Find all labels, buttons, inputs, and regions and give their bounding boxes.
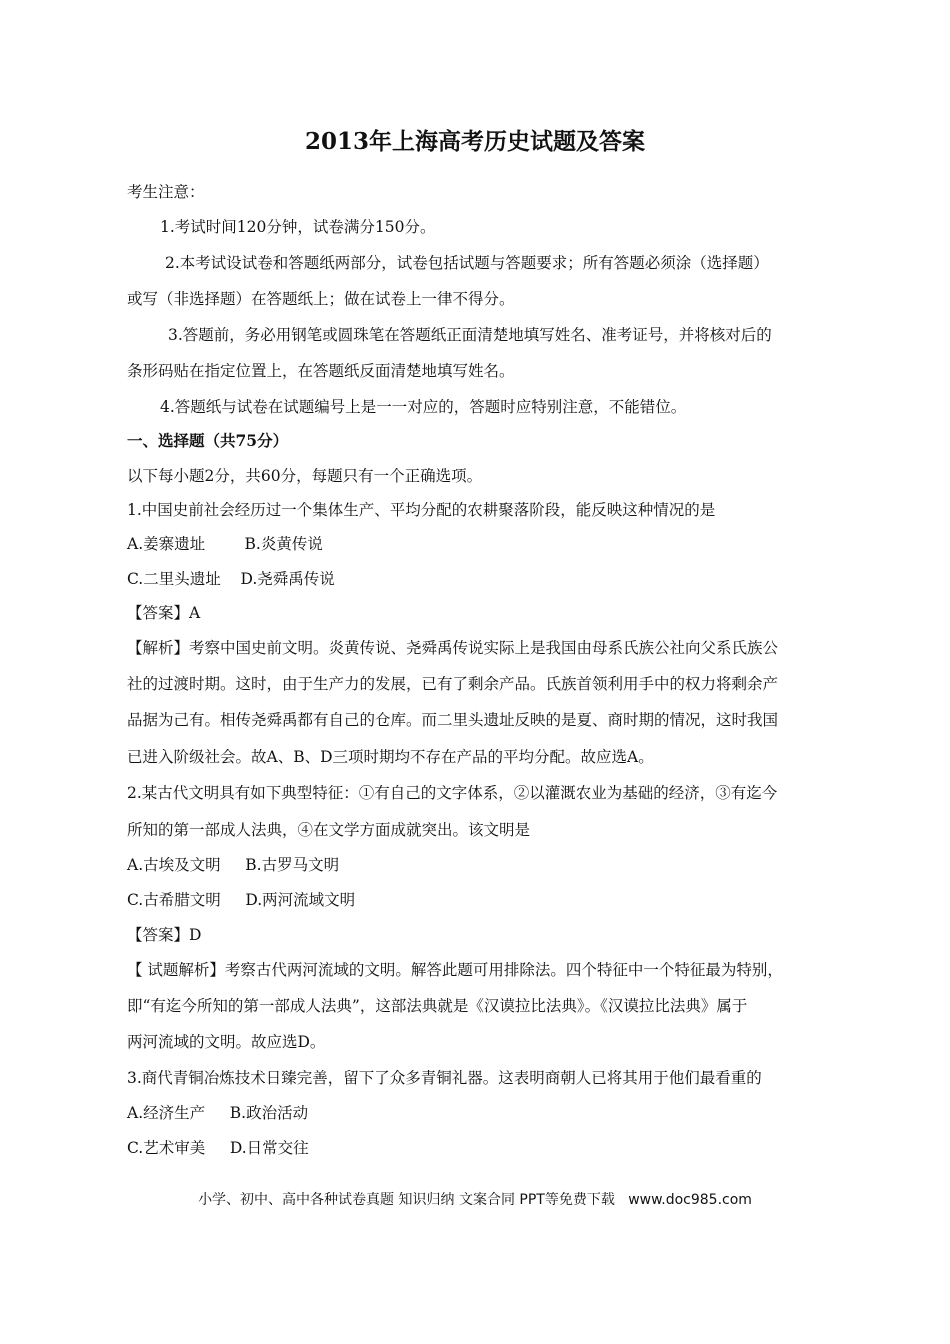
question-1-options-row2: C.二里头遗址 D.尧舜禹传说	[127, 570, 335, 588]
question-1-analysis-line-2: 社的过渡时期。这时，由于生产力的发展，已有了剩余产品。氏族首领利用手中的权力将剩余产	[127, 675, 779, 693]
question-1-answer: 【答案】A	[127, 604, 201, 622]
question-3-options-row1: A.经济生产 B.政治活动	[127, 1104, 309, 1122]
notice-item-4: 4.答题纸与试卷在试题编号上是一一对应的，答题时应特别注意，不能错位。	[160, 398, 687, 416]
notice-item-2-cont: 或写（非选择题）在答题纸上；做在试卷上一律不得分。	[127, 290, 515, 308]
notice-item-3-cont: 条形码贴在指定位置上，在答题纸反面清楚地填写姓名。	[127, 362, 515, 380]
question-3-stem: 3.商代青铜冶炼技术日臻完善，留下了众多青铜礼器。这表明商朝人已将其用于他们最看重的	[127, 1069, 762, 1087]
notice-item-3: 3.答题前，务必用钢笔或圆珠笔在答题纸正面清楚地填写姓名、准考证号，并将核对后的	[168, 326, 772, 344]
document-title: 2013年上海高考历史试题及答案	[304, 128, 645, 155]
question-2-stem-line-1: 2.某古代文明具有如下典型特征：①有自己的文字体系，②以灌溉农业为基础的经济，③有迄今	[127, 784, 778, 802]
notice-item-1: 1.考试时间120分钟，试卷满分150分。	[160, 218, 436, 236]
question-2-answer: 【答案】D	[127, 926, 202, 944]
section-heading: 一、选择题（共75分）	[127, 431, 289, 450]
question-1-analysis-line-4: 已进入阶级社会。故A、B、D三项时期均不存在产品的平均分配。故应选A。	[127, 748, 654, 766]
question-1-analysis-line-1: 【解析】考察中国史前文明。炎黄传说、尧舜禹传说实际上是我国由母系氏族公社向父系氏族公	[127, 639, 779, 657]
notice-heading: 考生注意：	[127, 183, 205, 201]
question-1-analysis-line-3: 品据为己有。相传尧舜禹都有自己的仓库。而二里头遗址反映的是夏、商时期的情况，这时我国	[127, 711, 779, 729]
notice-item-2: 2.本考试设试卷和答题纸两部分，试卷包括试题与答题要求；所有答题必须涂（选择题）	[165, 254, 769, 272]
section-instruction: 以下每小题2分，共60分，每题只有一个正确选项。	[127, 467, 483, 485]
question-2-analysis-line-2: 即“有迄今所知的第一部成人法典”，这部法典就是《汉谟拉比法典》。《汉谟拉比法典》属于	[127, 997, 748, 1015]
question-2-analysis-line-1: 【 试题解析】考察古代两河流域的文明。解答此题可用排除法。四个特征中一个特征最为特别，	[127, 961, 783, 979]
question-2-analysis-line-3: 两河流域的文明。故应选D。	[127, 1033, 326, 1051]
question-2-stem-line-2: 所知的第一部成人法典，④在文学方面成就突出。该文明是	[127, 821, 531, 839]
page-footer: 小学、初中、高中各种试卷真题 知识归纳 文案合同 PPT等免费下载 www.doc985.com	[198, 1192, 752, 1208]
question-2-options-row2: C.古希腊文明 D.两河流域文明	[127, 891, 356, 909]
question-1-options-row1: A.姜寨遗址 B.炎黄传说	[127, 535, 323, 553]
question-1-stem: 1.中国史前社会经历过一个集体生产、平均分配的农耕聚落阶段，能反映这种情况的是	[127, 501, 716, 519]
question-3-options-row2: C.艺术审美 D.日常交往	[127, 1139, 309, 1157]
question-2-options-row1: A.古埃及文明 B.古罗马文明	[127, 856, 340, 874]
